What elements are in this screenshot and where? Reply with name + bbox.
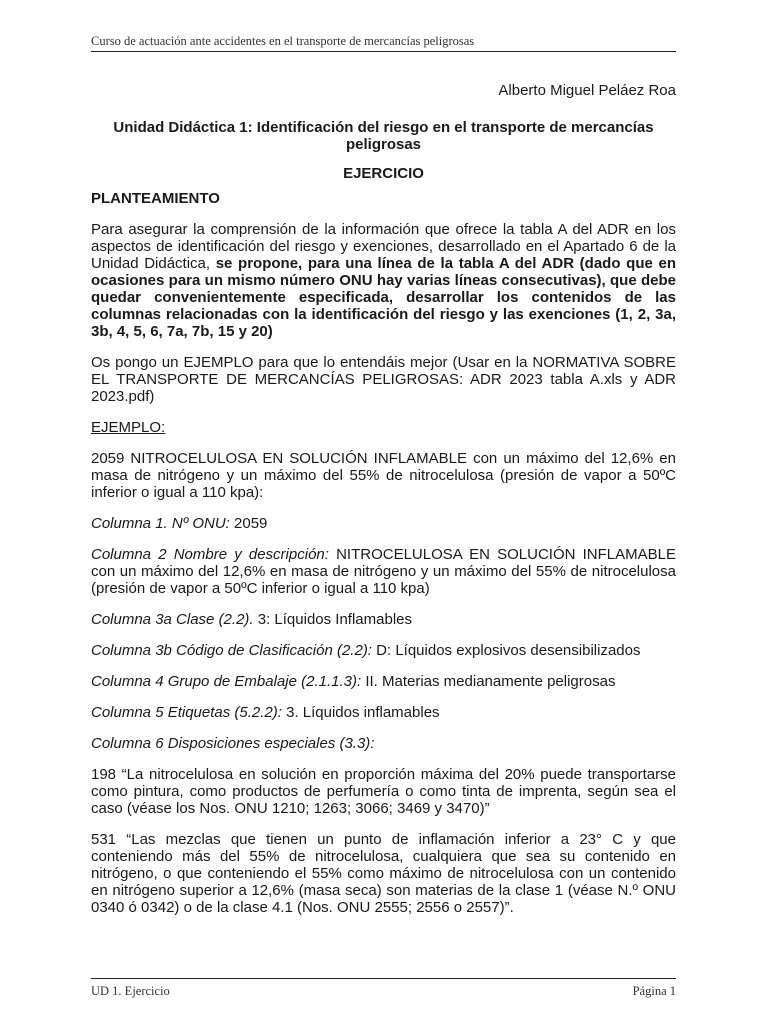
- column-label: Columna 4 Grupo de Embalaje (2.1.1.3):: [91, 673, 362, 690]
- example-note: Os pongo un EJEMPLO para que lo entendáis mejor (Usar en la NORMATIVA SOBRE EL TRANSPORTE DE MERCANCÍAS PELIGROSAS: ADR 2023 tabla A.xls y ADR 2023.pdf): [91, 354, 676, 405]
- column-value: D: Líquidos explosivos desensibilizados: [371, 642, 641, 659]
- intro-bold-text: se propone, para una línea de la tabla A del ADR (dado que en ocasiones para un mismo número ONU hay varias líneas consecutivas), que debe quedar convenientemente especificada, desarrollar los contenidos de las columnas relacionadas con la identificación del riesgo y las exenciones (1, 2, 3a, 3b, 4, 5, 6, 7a, 7b, 15 y 20): [91, 255, 676, 340]
- column-1-entry: [91, 515, 676, 532]
- author-name: Alberto Miguel Peláez Roa: [498, 82, 676, 99]
- footer-unit-label: UD 1. Ejercicio: [91, 984, 170, 998]
- example-description: 2059 NITROCELULOSA EN SOLUCIÓN INFLAMABLE con un máximo del 12,6% en masa de nitrógeno y un máximo del 55% de nitrocelulosa (presión de vapor a 50ºC inferior o igual a 110 kpa):: [91, 450, 676, 501]
- unit-title: Unidad Didáctica 1: Identificación del riesgo en el transporte de mercancías peligrosas: [113, 119, 654, 153]
- course-title: Curso de actuación ante accidentes en el transporte de mercancías peligrosas: [91, 34, 475, 48]
- example-heading: EJEMPLO:: [91, 419, 166, 436]
- exercise-title: EJERCICIO: [343, 165, 424, 182]
- intro-text: Para asegurar la comprensión de la información que ofrece la tabla A del ADR en los aspectos de identificación del riesgo y exenciones, desarrollado en el Apartado 6 de la Unidad Didáctica,: [91, 221, 676, 272]
- column-value: 2059: [229, 515, 268, 532]
- page-footer: [91, 978, 676, 999]
- column-value: 3. Líquidos inflamables: [281, 704, 440, 721]
- intro-paragraph: [91, 221, 676, 340]
- page-number: Página 1: [632, 984, 676, 998]
- column-label: Columna 3b Código de Clasificación (2.2):: [91, 642, 372, 659]
- column-value: NITROCELULOSA EN SOLUCIÓN INFLAMABLE con un máximo del 12,6% en masa de nitrógeno y un máximo del 55% de nitrocelulosa (presión de vapor a 50ºC inferior o igual a 110 kpa): [91, 546, 676, 597]
- column-3b-entry: [91, 642, 676, 659]
- example-heading-paragraph: [91, 419, 676, 436]
- column-5-entry: [91, 704, 676, 721]
- column-label: Columna 5 Etiquetas (5.2.2):: [91, 704, 282, 721]
- section-title: PLANTEAMIENTO: [91, 190, 220, 207]
- column-4-entry: [91, 673, 676, 690]
- column-label: Columna 3a Clase (2.2).: [91, 611, 254, 628]
- column-label: Columna 2 Nombre y descripción:: [91, 546, 329, 563]
- column-3a-entry: [91, 611, 676, 628]
- column-value: 3: Líquidos Inflamables: [253, 611, 413, 628]
- page-header: [91, 34, 676, 52]
- column-2-entry: [91, 546, 676, 597]
- column-value: II. Materias medianamente peligrosas: [361, 673, 616, 690]
- column-label: Columna 1. Nº ONU:: [91, 515, 230, 532]
- special-provision-531: 531 “Las mezclas que tienen un punto de inflamación inferior a 23° C y que conteniendo más del 55% de nitrocelulosa, cualquiera que sea su contenido en nitrógeno, o que conteniendo el 55% como máximo de nitrocelulosa con un contenido en nitrógeno superior a 12,6% (masa seca) son materias de la clase 1 (véase N.º ONU 0340 ó 0342) o de la clase 4.1 (Nos. ONU 2555; 2556 o 2557)”.: [91, 831, 676, 916]
- column-6-entry: [91, 735, 676, 752]
- page-content: [91, 82, 676, 930]
- special-provision-198: 198 “La nitrocelulosa en solución en proporción máxima del 20% puede transportarse como pintura, como productos de perfumería o como tinta de imprenta, según sea el caso (véase los Nos. ONU 1210; 1263; 3066; 3469 y 3470)”: [91, 766, 676, 817]
- column-label: Columna 6 Disposiciones especiales (3.3):: [91, 735, 375, 752]
